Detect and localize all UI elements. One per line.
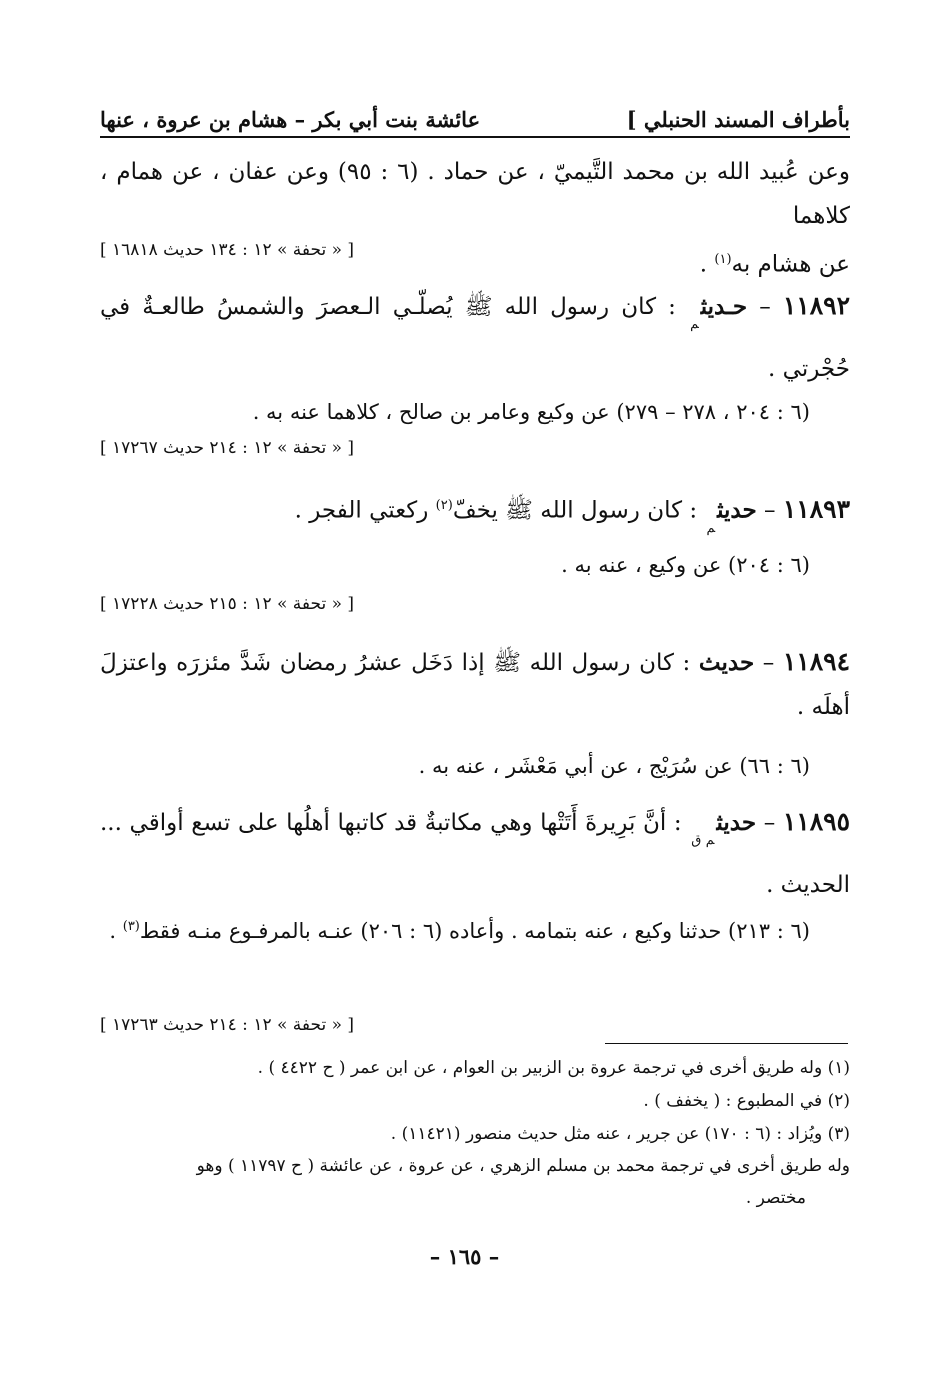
intro-paragraph — [100, 150, 850, 287]
page-number: – ١٦٥ – — [429, 1244, 500, 1269]
hadith-keyword: حديث — [716, 809, 757, 836]
hadith-dash: – — [756, 497, 783, 524]
sources-text-a: (٦ : ٢١٣) حدثنا وكيع ، عنه بتمامه . وأعاده (٦ : ٢٠٦) عنـه بالمرفـوع منـه فقط — [139, 919, 810, 943]
hadith-11894-sources: (٦ : ٦٦) عن سُرَيْج ، عن أبي مَعْشَر ، عنه به . — [418, 754, 810, 778]
hadith-11892 — [100, 284, 850, 391]
footnote-divider — [605, 1043, 848, 1044]
header-chapter-title: عائشة بنت أبي بكر – هشام بن عروة ، عنها — [100, 107, 481, 132]
footnote-3-end: مختصر . — [745, 1188, 806, 1208]
hadith-keyword: حديث — [717, 496, 757, 524]
tuhfa-ref-intro: [ « تحفة » ١٢ : ١٣٤ حديث ١٦٨١٨ ] — [100, 240, 355, 260]
source-mark: م — [706, 520, 716, 536]
footnote-ref-1: (١) — [714, 252, 732, 267]
footnote-ref-2: (٢) — [435, 498, 453, 513]
source-mark: م — [690, 317, 699, 332]
intro-line-2-end: . — [699, 251, 715, 278]
footnote-3: (٣) ويُزاد : (٦ : ١٧٠) عن جرير ، عنه مثل حديث منصور (١١٤٢١) . — [390, 1124, 850, 1144]
running-header — [100, 92, 850, 138]
hadith-text: : أنَّ بَرِيرةَ أَتَتْها وهي مكاتبةٌ قد كاتبها أهلُها على تسع أواقي ... الحديث . — [100, 810, 850, 898]
hadith-11895-sources — [100, 904, 850, 954]
hadith-dash: – — [747, 294, 783, 320]
hadith-dash: – — [754, 650, 783, 676]
hadith-number: ١١٨٩٤ — [782, 647, 851, 676]
hadith-11894 — [100, 640, 850, 729]
tuhfa-ref-11895: [ « تحفة » ١٢ : ٢١٤ حديث ١٧٢٦٣ ] — [100, 1015, 355, 1035]
hadith-11893 — [100, 484, 850, 551]
hadith-dash: – — [756, 810, 783, 836]
intro-line-1: وعن عُبيد الله بن محمد التَّيميّ ، عن حماد . (٦ : ٩٥) وعن عفان ، عن همام ، كلاهما — [100, 159, 850, 229]
footnote-2: (٢) في المطبوع : ( يخفف ) . — [643, 1091, 850, 1111]
intro-line-2-text: عن هشام به — [731, 251, 850, 278]
sources-text-b: . — [109, 919, 123, 943]
hadith-text: : كان رسول الله ﷺ إذا دَخَل عشرُ رمضان شَدَّ مئزرَه واعتزلَ أهلَه . — [100, 650, 850, 720]
hadith-keyword: حديث — [698, 649, 755, 676]
tuhfa-ref-11893: [ « تحفة » ١٢ : ٢١٥ حديث ١٧٢٢٨ ] — [100, 594, 355, 614]
hadith-text-a: : كان رسول الله ﷺ يخفّ — [452, 497, 705, 524]
hadith-11892-sources: (٦ : ٢٠٤ ، ٢٧٨ – ٢٧٩) عن وكيع وعامر بن صالح ، كلاهما عنه به . — [252, 400, 810, 424]
tuhfa-ref-11892: [ « تحفة » ١٢ : ٢١٤ حديث ١٧٢٦٧ ] — [100, 438, 355, 458]
footnote-3-continuation: وله طريق أخرى في ترجمة محمد بن مسلم الزهري ، عن عروة ، عن عائشة ( ح ١١٧٩٧ ) وهو — [196, 1156, 850, 1176]
hadith-number: ١١٨٩٢ — [782, 291, 850, 320]
footnotes — [100, 1052, 850, 1215]
hadith-text-b: ركعتي الفجر . — [294, 497, 436, 524]
footnote-1: (١) وله طريق أخرى في ترجمة عروة بن الزبير بن العوام ، عن ابن عمر ( ح ٤٤٢٢ ) . — [257, 1058, 850, 1078]
hadith-11895 — [100, 800, 850, 907]
hadith-text: : كان رسول الله ﷺ يُصلّـي الـعصرَ والشمسُ طالعـةٌ في حُجْرتي . — [100, 294, 850, 382]
hadith-number: ١١٨٩٣ — [782, 494, 850, 524]
hadith-keyword: حـديث — [700, 293, 748, 320]
hadith-number: ١١٨٩٥ — [782, 807, 851, 836]
hadith-11893-sources: (٦ : ٢٠٤) عن وكيع ، عنه به . — [561, 553, 810, 577]
header-book-title: بأطراف المسند الحنبلي ] — [626, 107, 850, 132]
footnote-ref-3: (٣) — [122, 919, 140, 934]
source-mark: م ق — [691, 833, 715, 848]
